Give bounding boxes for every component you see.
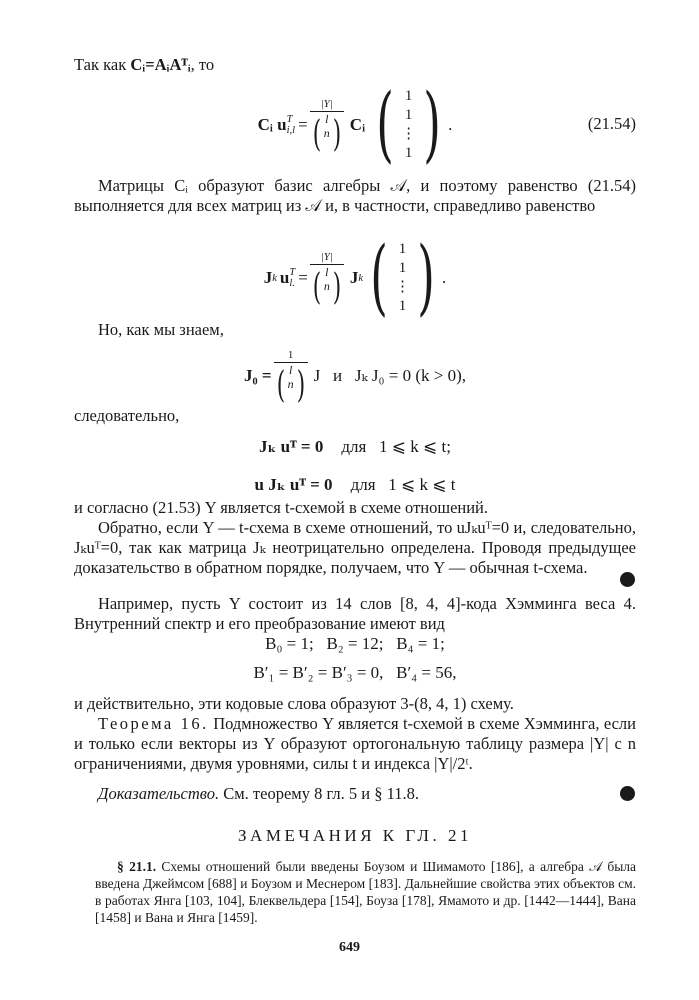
- page-number: 649: [339, 940, 360, 955]
- ones-vector: 1 1 ⋮ 1: [401, 88, 417, 161]
- section-heading: ЗАМЕЧАНИЯ К ГЛ. 21: [238, 826, 472, 845]
- ones-vector: 1 1 ⋮ 1: [395, 241, 411, 314]
- proof: Доказательство. См. теорему 8 гл. 5 и § 11.8.: [98, 784, 419, 803]
- fraction: |Y| ( l n ): [310, 97, 344, 152]
- equation-u-jk-ut: u Jₖ uᵀ = 0 для 1 ⩽ k ⩽ t: [254, 475, 456, 494]
- equation-jk: J k u T l. = |Y| ( l n ) J k ( 1 1 ⋮ 1 ) .: [263, 230, 447, 325]
- equation-jk-ut: Jₖ uᵀ = 0 для 1 ⩽ k ⩽ t;: [259, 437, 451, 456]
- notes-21-1: § 21.1. Схемы отношений были введены Боузом и Шимамото [186], а алгебра 𝒜 была введена Джеймсом [688] и Боузом и Меснером [183]. Дальнейшие свойства этих объектов см. в работах Янга [103, 104], Блеквельдера [154], Боуза [178], Ямамото и др. [1442—1444], Вана [1458] и Вана и Янга [1459].: [95, 859, 636, 925]
- paragraph-conversely: Обратно, если Y — t-схема в схеме отношений, то uJₖuᵀ=0 и, следовательно, Jₖuᵀ=0, так как матрица Jₖ неотрицательно определена. Проводя предыдущее доказательство в обратном порядке, получаем, что Y — обычная t-схема.: [74, 518, 636, 577]
- paragraph-example: Например, пусть Y состоит из 14 слов [8, 4, 4]-кода Хэмминга веса 4. Внутренний спектр и его преобразование имеют вид: [74, 594, 636, 633]
- paragraph-according: и согласно (21.53) Y является t-схемой в схеме отношений.: [74, 498, 489, 517]
- end-of-proof-bullet: [620, 572, 635, 587]
- equation-j0: J₀ = 1 ( l n ) J и Jₖ J₀ = 0 (k > 0),: [244, 349, 466, 406]
- intro-line: Так как Cᵢ=AᵢAᵀᵢ, то: [74, 55, 215, 74]
- end-of-proof-bullet: [620, 786, 635, 801]
- equation-21-54: Cᵢ u T i,l = |Y| ( l n ) Cᵢ ( 1 1 ⋮ 1 ) . (21.54): [257, 77, 636, 172]
- paragraph-therefore: следовательно,: [74, 406, 180, 425]
- fraction: |Y| ( l n ): [310, 250, 344, 305]
- equation-number: (21.54): [587, 114, 636, 133]
- paragraph-indeed: и действительно, эти кодовые слова образуют 3-(8, 4, 1) схему.: [74, 694, 514, 713]
- fraction: 1 ( l n ): [274, 348, 308, 403]
- equation-inner-spectrum: B₀ = 1; B₂ = 12; B₄ = 1;: [265, 634, 445, 653]
- equation-transform: B′₁ = B′₂ = B′₃ = 0, B′₄ = 56,: [253, 663, 457, 682]
- theorem-16: Теорема 16. Подмножество Y является t-схемой в схеме Хэмминга, если и только если векторы из Y образуют ортогональную таблицу размера |Y| с n ограничениями, двумя уровнями, силы t и индекса |Y|/2ᵗ.: [74, 714, 637, 773]
- theorem-label: Теорема 16.: [98, 714, 209, 733]
- paragraph-as-we-know: Но, как мы знаем,: [98, 320, 224, 339]
- paragraph-basis: Матрицы Cᵢ образуют базис алгебры 𝒜, и поэтому равенство (21.54) выполняется для всех матриц из 𝒜 и, в частности, справедливо равенство: [74, 176, 636, 215]
- formula-c-equals-aat: Cᵢ=AᵢAᵀᵢ: [130, 55, 191, 74]
